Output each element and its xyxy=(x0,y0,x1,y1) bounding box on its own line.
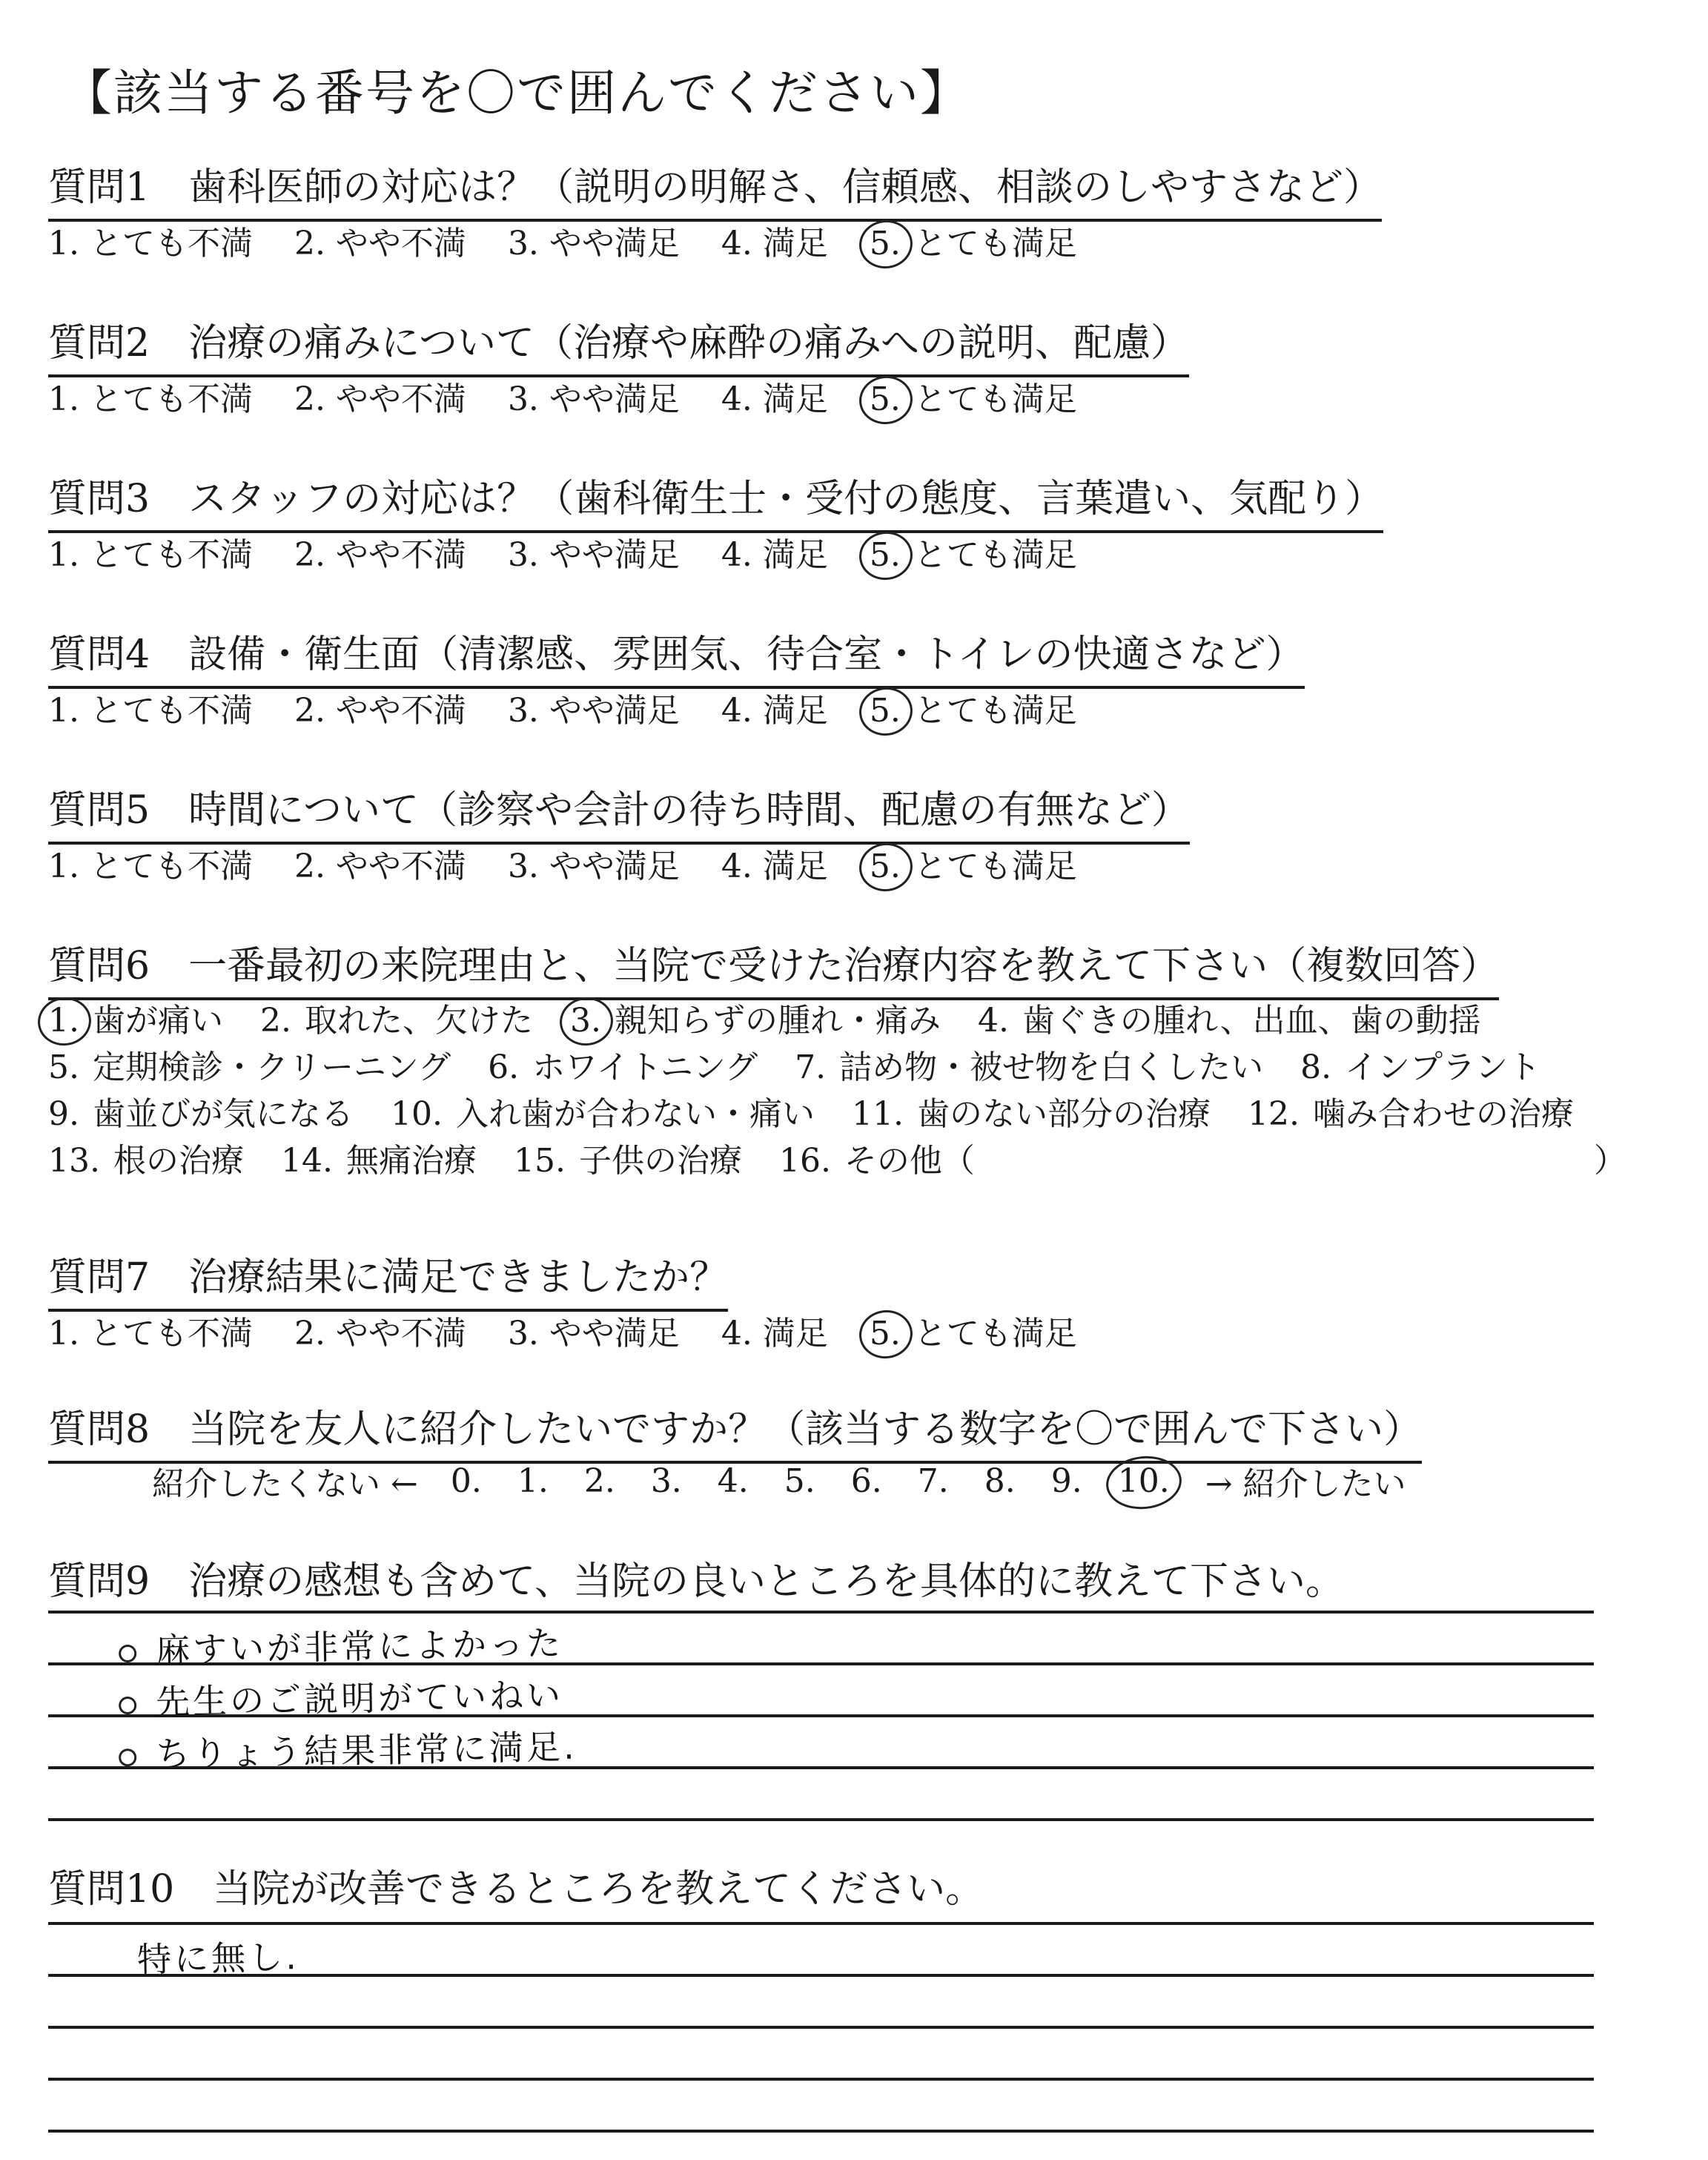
q6-option-9[interactable]: 9. 歯並びが気になる xyxy=(48,1095,354,1133)
q6-option-14[interactable]: 14. 無痛治療 xyxy=(280,1142,477,1180)
q6-option-6[interactable]: 6. ホワイトニング xyxy=(488,1048,758,1086)
q5-title: 質問5 時間について（診察や会計の待ち時間、配慮の有無など） xyxy=(48,779,1190,845)
q2-options xyxy=(48,372,1119,420)
q9-title: 質問9 治療の感想も含めて、当院の良いところを具体的に教えて下さい。 xyxy=(48,1559,1345,1604)
q8-value-6[interactable]: 6. xyxy=(850,1462,882,1500)
q8-value-9[interactable]: 9. xyxy=(1050,1462,1082,1500)
q1-option-2[interactable]: 2. やや不満 xyxy=(294,225,466,262)
q5-option-2[interactable]: 2. やや不満 xyxy=(294,848,466,885)
q6-option-12[interactable]: 12. 噛み合わせの治療 xyxy=(1247,1095,1574,1133)
q7-option-5[interactable]: 5. とても満足 xyxy=(869,1315,1077,1353)
q6-option-15[interactable]: 15. 子供の治療 xyxy=(513,1142,742,1180)
q3-options xyxy=(48,528,1119,575)
q3-option-2[interactable]: 2. やや不満 xyxy=(294,536,466,574)
q8-value-5[interactable]: 5. xyxy=(784,1462,815,1500)
q7-option-1[interactable]: 1. とても不満 xyxy=(48,1315,253,1353)
q10-answer-line-3 xyxy=(48,2026,1594,2029)
bullet-icon xyxy=(119,1644,136,1662)
q10-answer-line-5 xyxy=(48,2130,1594,2133)
q8-left-label: 紹介したくない ← xyxy=(152,1465,418,1503)
q6-option-11[interactable]: 11. 歯のない部分の治療 xyxy=(851,1095,1211,1133)
q2-option-5[interactable]: 5. とても満足 xyxy=(869,380,1077,418)
q4-option-2[interactable]: 2. やや不満 xyxy=(294,692,466,730)
q2-option-2[interactable]: 2. やや不満 xyxy=(294,380,466,418)
q7-title: 質問7 治療結果に満足できましたか？ xyxy=(48,1246,728,1312)
q10-answer-1: 特に無し. xyxy=(136,1937,300,1980)
q3-option-4[interactable]: 4. 満足 xyxy=(721,536,828,574)
q1-option-5[interactable]: 5. とても満足 xyxy=(869,225,1077,262)
q8-right-label: → 紹介したい xyxy=(1205,1465,1406,1503)
q4-option-4[interactable]: 4. 満足 xyxy=(721,692,828,730)
q2-title: 質問2 治療の痛みについて（治療や麻酔の痛みへの説明、配慮） xyxy=(48,311,1189,377)
q6-row-4 xyxy=(48,1134,1012,1181)
q9-answer-1: 麻すいが非常によかった xyxy=(118,1616,563,1673)
q8-value-1[interactable]: 1. xyxy=(517,1462,549,1500)
q5-options xyxy=(48,839,1119,887)
q10-title: 質問10 当院が改善できるところを教えてください。 xyxy=(48,1867,984,1912)
q7-option-4[interactable]: 4. 満足 xyxy=(721,1315,828,1353)
q8-value-8[interactable]: 8. xyxy=(984,1462,1016,1500)
q1-option-3[interactable]: 3. やや満足 xyxy=(507,225,680,262)
q6-option-10[interactable]: 10. 入れ歯が合わない・痛い xyxy=(390,1095,815,1133)
q2-option-3[interactable]: 3. やや満足 xyxy=(507,380,680,418)
q8-scale xyxy=(152,1457,1406,1505)
form-header: 【該当する番号を〇で囲んでください】 xyxy=(63,65,970,122)
q9-answer-2: 先生のご説明がていねい xyxy=(118,1668,563,1725)
q2-option-4[interactable]: 4. 満足 xyxy=(721,380,828,418)
q4-title: 質問4 設備・衛生面（清潔感、雰囲気、待合室・トイレの快適さなど） xyxy=(48,623,1305,689)
q4-option-5[interactable]: 5. とても満足 xyxy=(869,692,1077,730)
q1-title: 質問1 歯科医師の対応は？（説明の明解さ、信頼感、相談のしやすさなど） xyxy=(48,156,1382,222)
q5-option-5[interactable]: 5. とても満足 xyxy=(869,848,1077,885)
q4-option-1[interactable]: 1. とても不満 xyxy=(48,692,253,730)
q6-option-4[interactable]: 4. 歯ぐきの腫れ、出血、歯の動揺 xyxy=(977,1002,1481,1040)
q8-value-4[interactable]: 4. xyxy=(717,1462,749,1500)
q5-option-1[interactable]: 1. とても不満 xyxy=(48,848,253,885)
q7-options xyxy=(48,1307,1119,1354)
q5-option-3[interactable]: 3. やや満足 xyxy=(507,848,680,885)
q8-value-2[interactable]: 2. xyxy=(583,1462,615,1500)
q6-option-13[interactable]: 13. 根の治療 xyxy=(48,1142,244,1180)
q2-option-1[interactable]: 1. とても不満 xyxy=(48,380,253,418)
q6-option-8[interactable]: 8. インプラント xyxy=(1300,1048,1541,1086)
q6-row-3 xyxy=(48,1087,1611,1135)
q6-option-2[interactable]: 2. 取れた、欠けた xyxy=(259,1002,533,1040)
q9-answer-line-5 xyxy=(48,1818,1594,1821)
q8-title: 質問8 当院を友人に紹介したいですか？（該当する数字を〇で囲んで下さい） xyxy=(48,1398,1422,1464)
q9-answer-line-1 xyxy=(48,1611,1594,1614)
q3-option-1[interactable]: 1. とても不満 xyxy=(48,536,253,574)
q6-option-1[interactable]: 1. 歯が痛い xyxy=(48,1002,223,1040)
q10-answer-line-4 xyxy=(48,2078,1594,2081)
q10-answer-line-1 xyxy=(48,1922,1594,1925)
bullet-icon xyxy=(119,1748,136,1766)
q4-options xyxy=(48,684,1119,731)
q5-option-4[interactable]: 4. 満足 xyxy=(721,848,828,885)
q1-options xyxy=(48,217,1119,264)
q6-title: 質問6 一番最初の来院理由と、当院で受けた治療内容を教えて下さい（複数回答） xyxy=(48,934,1499,1000)
q8-value-10[interactable]: 10. xyxy=(1117,1462,1170,1500)
q7-option-3[interactable]: 3. やや満足 xyxy=(507,1315,680,1353)
q6-row-2 xyxy=(48,1040,1578,1088)
q8-value-7[interactable]: 7. xyxy=(917,1462,949,1500)
q6-row-1 xyxy=(48,994,1518,1041)
q8-value-0[interactable]: 0. xyxy=(450,1462,482,1500)
q6-option-3[interactable]: 3. 親知らずの腫れ・痛み xyxy=(569,1002,941,1040)
bullet-icon xyxy=(119,1696,136,1714)
q1-option-4[interactable]: 4. 満足 xyxy=(721,225,828,262)
q3-option-3[interactable]: 3. やや満足 xyxy=(507,536,680,574)
q6-option-5[interactable]: 5. 定期検診・クリーニング xyxy=(48,1048,451,1086)
q3-option-5[interactable]: 5. とても満足 xyxy=(869,536,1077,574)
q3-title: 質問3 スタッフの対応は？（歯科衛生士・受付の態度、言葉遣い、気配り） xyxy=(48,467,1383,533)
q6-option-16[interactable]: 16. その他（ xyxy=(778,1142,975,1180)
q8-value-3[interactable]: 3. xyxy=(650,1462,682,1500)
q1-option-1[interactable]: 1. とても不満 xyxy=(48,225,253,262)
q6-option-7[interactable]: 7. 詰め物・被せ物を白くしたい xyxy=(795,1048,1264,1086)
q9-answer-3: ちりょう結果非常に満足. xyxy=(118,1720,577,1777)
q7-option-2[interactable]: 2. やや不満 xyxy=(294,1315,466,1353)
q6-other-close-paren: ） xyxy=(1594,1142,1626,1180)
q4-option-3[interactable]: 3. やや満足 xyxy=(507,692,680,730)
